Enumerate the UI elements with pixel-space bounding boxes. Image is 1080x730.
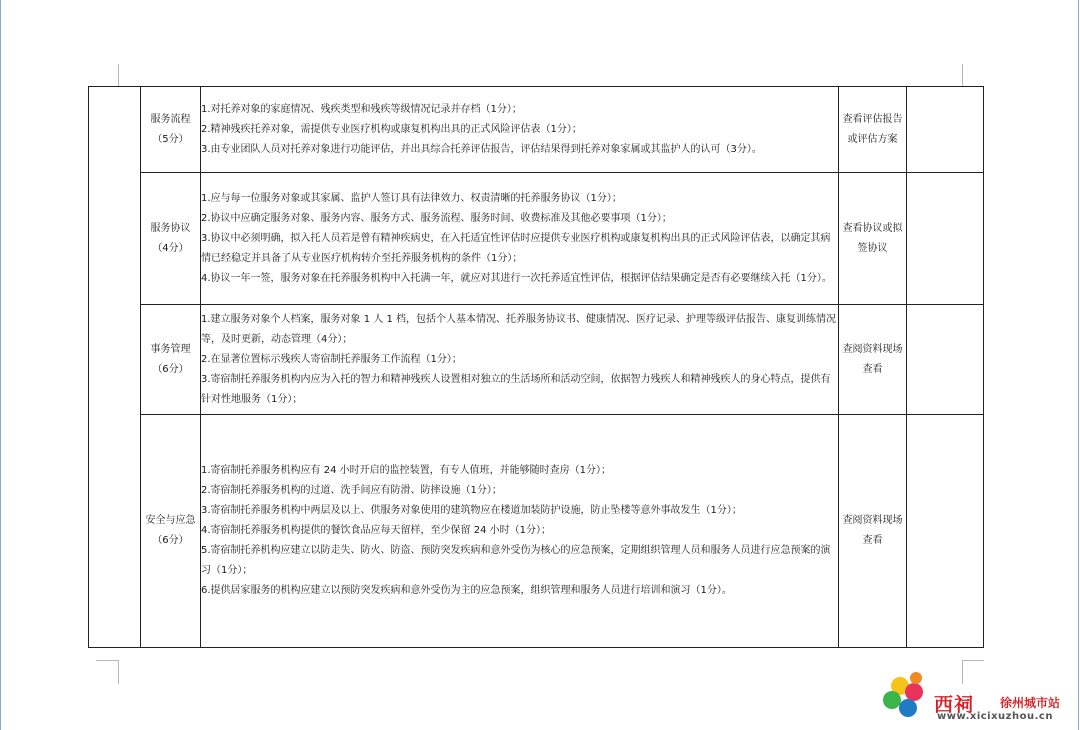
requirement-line: 5.寄宿制托养机构应建立以防走失、防火、防盗、预防突发疾病和意外受伤为核心的应急预案，定期组织管理人员和服务人员进行应急预案的演习（1分）； bbox=[201, 545, 831, 576]
score-cell bbox=[907, 305, 984, 415]
requirement-line: 2.寄宿制托养服务机构的过道、洗手间应有防滑、防摔设施（1分）； bbox=[201, 485, 502, 496]
item-cell bbox=[141, 415, 201, 648]
crop-mark-bottom-left-v bbox=[118, 660, 119, 684]
item-name: 服务流程 bbox=[150, 113, 191, 125]
requirement-line: 1.建立服务对象个人档案，服务对象 1 人 1 档，包括个人基本情况、托养服务协议书、健康情况、医疗记录、护理等级评估报告、康复训练情况等，及时更新，动态管理（4分）； bbox=[201, 313, 836, 345]
requirement-line: 3.寄宿制托养服务机构中两层及以上、供服务对象使用的建筑物应在楼道加装防护设施，防止坠楼等意外事故发生（1分）； bbox=[201, 505, 742, 516]
requirement-line: 3.由专业团队人员对托养对象进行功能评估，并出具综合托养评估报告，评估结果得到托养对象家属或其监护人的认可（3分）。 bbox=[201, 143, 762, 155]
crop-mark-bottom-right-h bbox=[962, 660, 984, 661]
item-name: 服务协议 bbox=[150, 222, 191, 234]
requirement-line: 2.在显著位置标示残疾人寄宿制托养服务工作流程（1分）； bbox=[201, 353, 462, 365]
requirement-line: 1.对托养对象的家庭情况、残疾类型和残疾等级情况记录并存档（1分）； bbox=[201, 103, 522, 115]
item-name: 事务管理 bbox=[150, 343, 191, 355]
score-cell bbox=[907, 173, 984, 305]
table-row bbox=[89, 305, 984, 415]
requirement-line: 3.协议中必须明确，拟入托人员若是曾有精神疾病史，在入托适宜性评估时应提供专业医疗机构或康复机构出具的正式风险评估表，以确定其病情已经稳定并具备了从专业医疗机构转介至托养服务机构的条件（1分）； bbox=[201, 232, 831, 264]
crop-mark-top-left-v bbox=[118, 64, 119, 86]
table-row bbox=[89, 87, 984, 173]
item-cell bbox=[141, 173, 201, 305]
window-border-left bbox=[0, 0, 1, 730]
requirement-line: 1.寄宿制托养服务机构应有 24 小时开启的监控装置，有专人值班，并能够随时查房（1分）； bbox=[201, 465, 611, 476]
logo-url: www.xicixuzhou.cn bbox=[937, 711, 1053, 722]
method-cell: 查看协议或拟签协议 bbox=[839, 173, 907, 305]
score-cell bbox=[907, 415, 984, 648]
logo-subtitle: 徐州城市站 bbox=[1000, 696, 1061, 710]
requirement-line: 1.应与每一位服务对象或其家属、监护人签订具有法律效力、权责清晰的托养服务协议（1分）； bbox=[201, 192, 622, 204]
method-cell: 查阅资料现场查看 bbox=[839, 305, 907, 415]
method-cell: 查阅资料现场查看 bbox=[839, 415, 907, 648]
category-cell bbox=[89, 87, 141, 648]
item-score: （6分） bbox=[152, 535, 189, 546]
requirement-cell bbox=[201, 305, 839, 415]
requirement-line: 2.精神残疾托养对象，需提供专业医疗机构或康复机构出具的正式风险评估表（1分）； bbox=[201, 123, 582, 135]
item-score: （5分） bbox=[152, 133, 189, 145]
logo-name: 西祠 bbox=[934, 694, 975, 716]
crop-mark-bottom-left-h bbox=[96, 660, 118, 661]
item-score: （4分） bbox=[152, 242, 189, 254]
requirement-line: 2.协议中应确定服务对象、服务内容、服务方式、服务流程、服务时间、收费标准及其他必要事项（1分）； bbox=[201, 212, 672, 224]
window-border-right bbox=[1078, 0, 1079, 730]
item-cell bbox=[141, 87, 201, 173]
crop-mark-top-right-v bbox=[962, 64, 963, 86]
item-name: 安全与应急 bbox=[145, 515, 196, 526]
method-cell: 查看评估报告或评估方案 bbox=[839, 87, 907, 173]
table-row bbox=[89, 173, 984, 305]
requirement-line: 3.寄宿制托养服务机构内应为入托的智力和精神残疾人设置相对独立的生活场所和活动空间，依据智力残疾人和精神残疾人的身心特点，提供有针对性地服务（1分）； bbox=[201, 373, 831, 405]
item-cell bbox=[141, 305, 201, 415]
requirement-cell bbox=[201, 415, 839, 648]
requirement-line: 4.寄宿制托养服务机构提供的餐饮食品应每天留样，至少保留 24 小时（1分）； bbox=[201, 525, 551, 536]
requirement-cell bbox=[201, 173, 839, 305]
item-score: （6分） bbox=[152, 363, 189, 375]
score-cell bbox=[907, 87, 984, 173]
requirement-line: 6.提供居家服务的机构应建立以预防突发疾病和意外受伤为主的应急预案，组织管理和服务人员进行培训和演习（1分）。 bbox=[201, 585, 732, 596]
table-row bbox=[89, 415, 984, 648]
assessment-table bbox=[88, 86, 984, 648]
requirement-cell bbox=[201, 87, 839, 173]
requirement-line: 4.协议一年一签，服务对象在托养服务机构中入托满一年，就应对其进行一次托养适宜性评估，根据评估结果确定是否有必要继续入托（1分）。 bbox=[201, 272, 832, 284]
